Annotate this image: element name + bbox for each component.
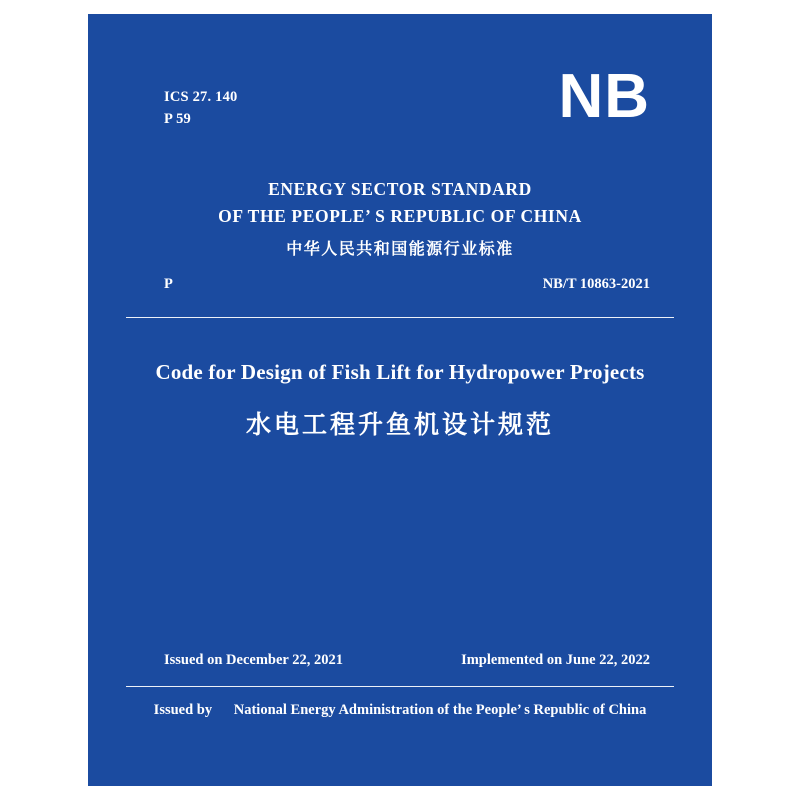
divider-bottom: [126, 686, 674, 687]
classification-codes: [164, 86, 238, 131]
issued-by-organization: National Energy Administration of the People’ s Republic of China: [233, 702, 647, 718]
ics-code: ICS 27. 140: [164, 89, 238, 105]
standard-number: NB/T 10863-2021: [542, 276, 650, 292]
nb-logo: NB: [558, 62, 650, 131]
standard-header: [88, 176, 712, 259]
page-title-chinese: 水电工程升鱼机设计规范: [245, 410, 554, 439]
category-letter: P: [164, 276, 173, 292]
page-title: Code for Design of Fish Lift for Hydropower Projects: [155, 360, 645, 384]
standard-name-line2: OF THE PEOPLE’ S REPUBLIC OF CHINA: [218, 206, 582, 227]
standard-name-line1: ENERGY SECTOR STANDARD: [268, 179, 532, 199]
issuer-row: [88, 702, 712, 719]
class-code: P 59: [164, 111, 191, 128]
document-title-block: [88, 360, 712, 441]
issued-date: Issued on December 22, 2021: [164, 652, 343, 668]
date-row: [164, 652, 650, 669]
divider-top: [126, 317, 674, 318]
standard-name-chinese: 中华人民共和国能源行业标准: [286, 239, 514, 259]
issued-by-label: Issued by: [153, 702, 213, 718]
standard-cover: [88, 14, 712, 786]
standard-id-row: [164, 276, 650, 293]
implemented-date: Implemented on June 22, 2022: [461, 652, 650, 668]
